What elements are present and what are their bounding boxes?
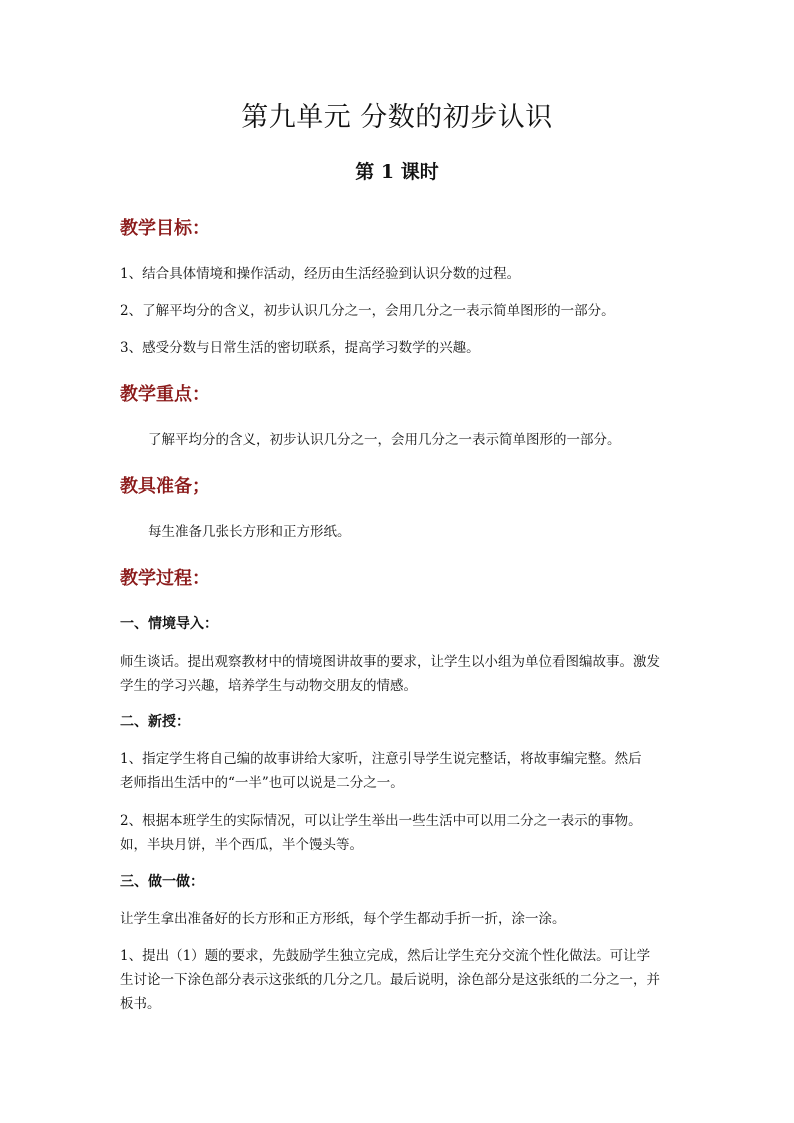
practice-paragraph-line: 生讨论一下涂色部分表示这张纸的几分之几。最后说明，涂色部分是这张纸的二分之一，并 bbox=[120, 972, 660, 988]
lesson-subtitle: 第 1 课时 bbox=[355, 161, 439, 183]
goal-item: 1、结合具体情境和操作活动，经历由生活经验到认识分数的过程。 bbox=[120, 266, 521, 282]
intro-line: 师生谈话。提出观察教材中的情境图讲故事的要求，让学生以小组为单位看图编故事。激发 bbox=[120, 654, 660, 670]
materials-heading: 教具准备； bbox=[120, 476, 210, 497]
intro-line: 学生的学习兴趣，培养学生与动物交朋友的情感。 bbox=[120, 678, 417, 694]
practice-paragraph-line: 1、提出（1）题的要求，先鼓励学生独立完成，然后让学生充分交流个性化做法。可让学 bbox=[120, 948, 651, 964]
new-paragraph-line: 如，半块月饼，半个西瓜，半个馒头等。 bbox=[120, 837, 363, 853]
section-title-intro: 一、情境导入： bbox=[120, 616, 218, 632]
focus-text: 了解平均分的含义，初步认识几分之一，会用几分之一表示简单图形的一部分。 bbox=[148, 432, 621, 448]
practice-paragraph-line: 让学生拿出准备好的长方形和正方形纸，每个学生都动手折一折，涂一涂。 bbox=[120, 911, 566, 927]
focus-heading: 教学重点： bbox=[120, 384, 210, 405]
goal-item: 3、感受分数与日常生活的密切联系，提高学习数学的兴趣。 bbox=[120, 340, 480, 356]
new-paragraph-line: 1、指定学生将自己编的故事讲给大家听，注意引导学生说完整话，将故事编完整。然后 bbox=[120, 751, 642, 767]
goals-heading: 教学目标： bbox=[120, 218, 210, 239]
section-title-practice: 三、做一做： bbox=[120, 874, 204, 890]
materials-text: 每生准备几张长方形和正方形纸。 bbox=[148, 524, 351, 540]
page-title: 第九单元 分数的初步认识 bbox=[241, 102, 553, 133]
process-heading: 教学过程： bbox=[120, 568, 210, 589]
practice-paragraph-line: 板书。 bbox=[120, 996, 161, 1012]
goal-item: 2、了解平均分的含义，初步认识几分之一，会用几分之一表示简单图形的一部分。 bbox=[120, 303, 615, 319]
new-paragraph-line: 2、根据本班学生的实际情况，可以让学生举出一些生活中可以用二分之一表示的事物。 bbox=[120, 813, 642, 829]
section-title-new: 二、新授： bbox=[120, 714, 190, 730]
new-paragraph-line: 老师指出生活中的“一半”也可以说是二分之一。 bbox=[120, 775, 404, 791]
